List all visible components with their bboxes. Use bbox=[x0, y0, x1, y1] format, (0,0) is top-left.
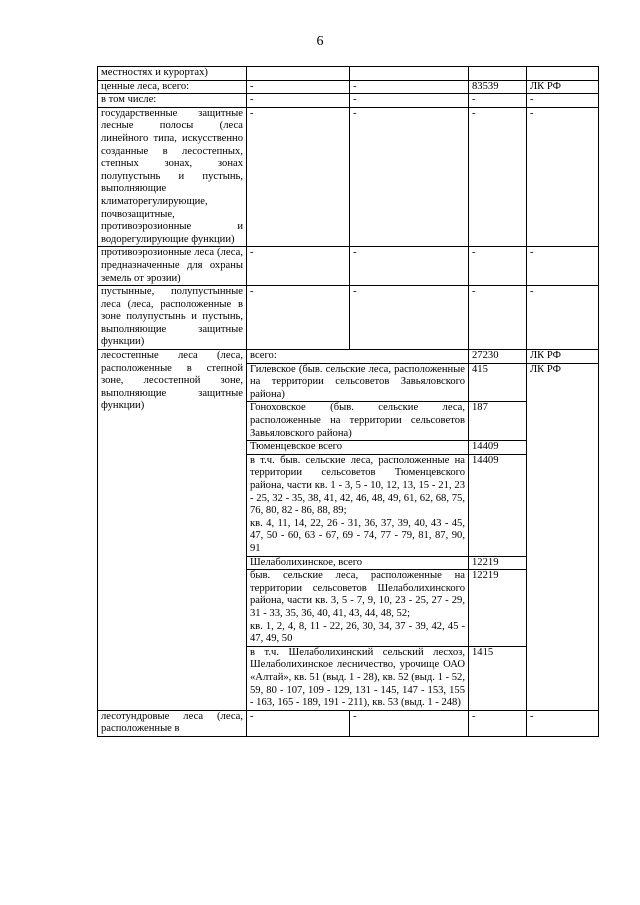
page-number: 6 bbox=[316, 34, 324, 49]
table-row bbox=[98, 80, 599, 94]
detail-cell bbox=[247, 454, 469, 556]
detail-part: в т.ч. быв. сельские леса, расположенные на территории сельсоветов Тюменцевского района, части кв. 1 - 3, 5 - 10, 12, 13, 15 - 21, 23 - 25, 32 - 35, 38, 41, 42, 46, 48, 49, 61, 62, 68, 75, 76, 80, 82 - 86, 88, 89; bbox=[250, 454, 465, 517]
basis-cell: - bbox=[527, 247, 599, 286]
value-cell: - bbox=[247, 94, 350, 108]
basis-cell: ЛК РФ bbox=[527, 363, 599, 710]
category-cell: противоэрозионные леса (леса, предназначенные для охраны земель от эрозии) bbox=[98, 247, 247, 286]
basis-cell: ЛК РФ bbox=[527, 350, 599, 364]
table-row bbox=[98, 286, 599, 350]
area-cell: - bbox=[469, 286, 527, 350]
detail-cell: Тюменцевское всего bbox=[247, 441, 469, 455]
basis-cell: - bbox=[527, 107, 599, 247]
table-row bbox=[98, 94, 599, 108]
area-cell bbox=[469, 67, 527, 81]
value-cell: - bbox=[350, 107, 469, 247]
area-cell: 83539 bbox=[469, 80, 527, 94]
value-cell: - bbox=[350, 94, 469, 108]
area-cell: 1415 bbox=[469, 646, 527, 710]
basis-cell: ЛК РФ bbox=[527, 80, 599, 94]
detail-cell bbox=[247, 570, 469, 647]
category-cell: ценные леса, всего: bbox=[98, 80, 247, 94]
table-row bbox=[98, 247, 599, 286]
area-cell: 14409 bbox=[469, 454, 527, 556]
detail-cell: в т.ч. Шелаболихинский сельский лесхоз, Шелаболихинское лесничество, урочище ОАО «Алтай», кв. 51 (выд. 1 - 28), кв. 52 (выд. 1 - 52, 59, 80 - 107, 109 - 129, 131 - 145, 147 - 153, 155 - 163, 165 - 189, 191 - 211), кв. 53 (выд. 1 - 248) bbox=[247, 646, 469, 710]
area-cell: 415 bbox=[469, 363, 527, 402]
value-cell bbox=[247, 67, 350, 81]
value-cell: - bbox=[350, 286, 469, 350]
basis-cell: - bbox=[527, 710, 599, 736]
category-cell: в том числе: bbox=[98, 94, 247, 108]
area-cell: 187 bbox=[469, 402, 527, 441]
value-cell: - bbox=[247, 247, 350, 286]
detail-part: кв. 1, 2, 4, 8, 11 - 22, 26, 30, 34, 37 - 39, 42, 45 - 47, 49, 50 bbox=[250, 620, 465, 645]
value-cell: - bbox=[247, 80, 350, 94]
area-cell: 14409 bbox=[469, 441, 527, 455]
value-cell: - bbox=[247, 107, 350, 247]
value-cell: - bbox=[350, 80, 469, 94]
area-cell: 12219 bbox=[469, 556, 527, 570]
area-cell: 27230 bbox=[469, 350, 527, 364]
area-cell: - bbox=[469, 247, 527, 286]
category-cell: местностях и курортах) bbox=[98, 67, 247, 81]
detail-cell: Гоноховское (быв. сельские леса, расположенные на территории сельсоветов Завьяловского района) bbox=[247, 402, 469, 441]
value-cell: - bbox=[247, 286, 350, 350]
area-cell: 12219 bbox=[469, 570, 527, 647]
detail-cell: Гилевское (быв. сельские леса, расположенные на территории сельсоветов Завьяловского района) bbox=[247, 363, 469, 402]
detail-part: кв. 4, 11, 14, 22, 26 - 31, 36, 37, 39, 40, 43 - 45, 47, 50 - 60, 63 - 67, 69 - 74, 77 - 79, 81, 87, 90, 91 bbox=[250, 517, 465, 554]
value-cell bbox=[350, 67, 469, 81]
category-cell: лесостепные леса (леса, расположенные в степной зоне, лесостепной зоне, выполняющие защитные функции) bbox=[98, 350, 247, 711]
forest-table bbox=[97, 66, 599, 737]
area-cell: - bbox=[469, 94, 527, 108]
basis-cell: - bbox=[527, 286, 599, 350]
detail-part: быв. сельские леса, расположенные на территории сельсоветов Шелаболихинского района, части кв. 3, 5 - 7, 9, 10, 23 - 25, 27 - 29, 31 - 33, 35, 36, 40, 41, 43, 44, 48, 52; bbox=[250, 570, 465, 619]
table-row bbox=[98, 107, 599, 247]
table-row bbox=[98, 67, 599, 81]
category-cell: пустынные, полупустынные леса (леса, расположенные в зоне полупустынь и пустынь, выполняющие защитные функции) bbox=[98, 286, 247, 350]
value-cell: - bbox=[350, 710, 469, 736]
basis-cell bbox=[527, 67, 599, 81]
area-cell: - bbox=[469, 107, 527, 247]
value-cell: - bbox=[247, 710, 350, 736]
detail-cell: всего: bbox=[247, 350, 469, 364]
category-cell: государственные защитные лесные полосы (леса линейного типа, искусственно созданные в лесостепных, степных зонах, зонах полупустынь и пустынь, выполняющие климаторегулирующие, почвозащитные, противоэрозионные и водорегулирующие функции) bbox=[98, 107, 247, 247]
area-cell: - bbox=[469, 710, 527, 736]
value-cell: - bbox=[350, 247, 469, 286]
detail-cell: Шелаболихинское, всего bbox=[247, 556, 469, 570]
basis-cell: - bbox=[527, 94, 599, 108]
category-cell: лесотундровые леса (леса, расположенные в bbox=[98, 710, 247, 736]
table-row bbox=[98, 350, 599, 364]
table-row bbox=[98, 710, 599, 736]
